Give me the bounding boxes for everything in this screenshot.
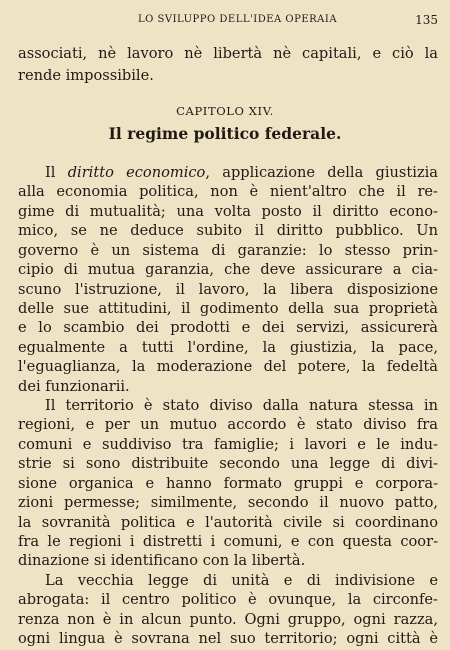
text-line: fra le regioni i distretti i comuni, e con questa coor- [18,532,438,550]
chapter-title: Il regime politico federale. [108,124,342,143]
text-line: la sovranità politica e l'autorità civile si coordinano [18,513,438,531]
page-number: 135 [415,13,438,27]
text-fragment: , applicazione della giustizia [205,164,439,181]
text-line: abrogata: il centro politico è ovunque, la circonfe- [18,591,438,609]
text-line: renza non è in alcun punto. Ogni gruppo, ogni razza, [18,610,438,628]
text-line: e lo scambio dei prodotti e dei servizi, assicurerà [18,319,438,337]
chapter-label: CAPITOLO XIV. [176,104,274,118]
text-line: l'eguaglianza, la moderazione del potere, la fedeltà [18,358,438,376]
text-line: governo è un sistema di garanzie: lo stesso prin- [18,241,438,259]
text-line: dei funzionarii. [18,377,130,395]
italic-term: diritto economico [67,164,206,181]
text-line: delle sue attitudini, il godimento della sua proprietà [18,299,438,317]
text-line: cipio di mutua garanzia, che deve assicurare a cia- [18,261,438,279]
text-line: ogni lingua è sovrana nel suo territorio; ogni città è [18,630,438,647]
text-line: regioni, e per un mutuo accordo è stato diviso fra [18,416,438,434]
text-line: comuni e suddiviso tra famiglie; i lavori e le indu- [18,435,438,453]
text-line: La vecchia legge di unità e di indivisione e [45,571,438,589]
text-line: scuno l'istruzione, il lavoro, la libera disposizione [18,280,438,298]
text-line: sione organica e hanno formato gruppi e corpora- [18,474,438,492]
text-line: gime di mutualità; una volta posto il diritto econo- [18,202,438,220]
text-line: egualmente a tutti l'ordine, la giustizia, la pace, [18,338,438,356]
text-line: dinazione si identificano con la libertà. [18,552,306,570]
text-line: associati, nè lavoro nè libertà nè capitali, e ciò la [18,45,438,62]
text-line: rende impossibile. [18,67,154,84]
text-line: alla economia politica, non è nient'altro che il re- [18,183,438,201]
text-fragment: Il [45,164,68,181]
text-line: mico, se ne deduce subito il diritto pubblico. Un [18,222,438,240]
text-line: strie si sono distribuite secondo una legge di divi- [18,455,438,473]
running-header [18,14,438,32]
text-line: Il territorio è stato diviso dalla natura stessa in [45,397,438,414]
text-line: zioni permesse; similmente, secondo il nuovo patto, [18,494,438,512]
running-title: LO SVILUPPO DELL'IDEA OPERAIA [138,14,338,25]
